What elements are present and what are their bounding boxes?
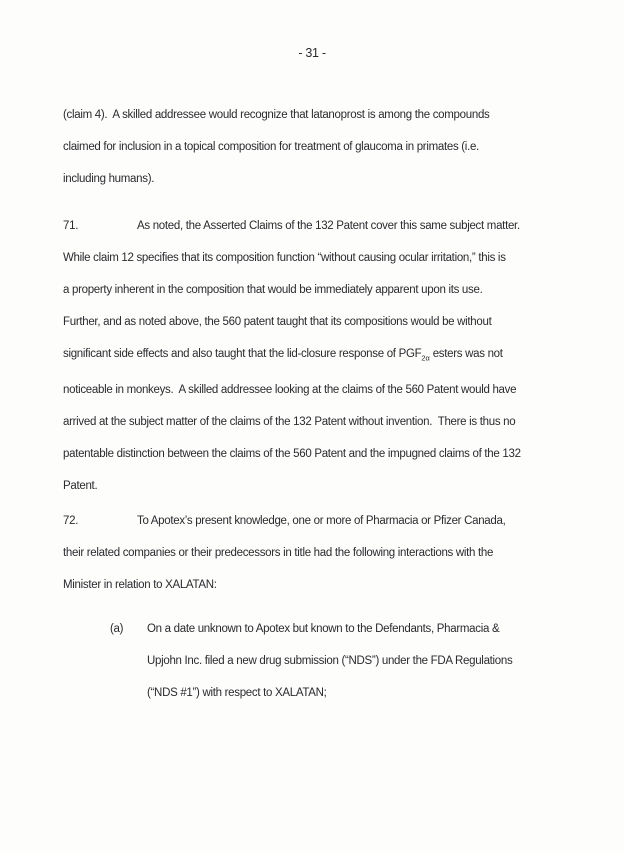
text-line: their related companies or their predecessors in title had the following interactions with the [63,547,494,559]
paragraph-intro [63,99,608,195]
sub-item-body [110,645,608,709]
paragraph-first-line [63,505,608,537]
text-line: (claim 4). A skilled addressee would recognize that latanoprost is among the compounds [63,109,490,121]
paragraph-first-line-text: As noted, the Asserted Claims of the 132 Patent cover this same subject matter. [137,220,520,232]
text-line: including humans). [63,173,155,185]
text-line: Patent. [63,480,98,493]
sub-item-first-line-text: On a date unknown to Apotex but known to the Defendants, Pharmacia & [147,623,500,635]
paragraph-72 [63,505,608,601]
text-line: arrived at the subject matter of the claims of the 132 Patent without invention. There is thus no [63,416,516,429]
subscript-text: 2α [421,353,430,363]
paragraph-71 [63,210,608,502]
text-line: Minister in relation to XALATAN: [63,579,217,591]
text-line: Further, and as noted above, the 560 patent taught that its compositions would be without [63,316,492,328]
paragraph-first-line [63,210,608,242]
paragraph-body [63,242,608,502]
text-line: claimed for inclusion in a topical composition for treatment of glaucoma in primates (i.e. [63,141,479,153]
sub-item-marker: (a) [110,623,124,635]
sub-item-a [110,613,608,709]
page-number: - 31 - [298,46,326,60]
text-line: patentable distinction between the claims of the 560 Patent and the impugned claims of the 132 [63,448,521,461]
text-line: (“NDS #1”) with respect to XALATAN; [147,687,327,699]
text-line: a property inherent in the composition that would be immediately apparent upon its use. [63,284,483,296]
text-line: significant side effects and also taught that the lid-closure response of $PGF_{2\alpha}$ esters was not [63,348,503,363]
text-line: noticeable in monkeys. A skilled addressee looking at the claims of the 560 Patent would have [63,384,517,397]
text-line: Upjohn Inc. filed a new drug submission (“NDS”) under the FDA Regulations [147,655,513,667]
paragraph-body [63,537,608,601]
text-line: While claim 12 specifies that its composition function “without causing ocular irritation,” this is [63,252,506,264]
paragraph-number: 71. [63,220,79,232]
sub-item-first-line [110,613,608,645]
paragraph-first-line-text: To Apotex’s present knowledge, one or more of Pharmacia or Pfizer Canada, [137,515,506,527]
paragraph-number: 72. [63,515,79,527]
